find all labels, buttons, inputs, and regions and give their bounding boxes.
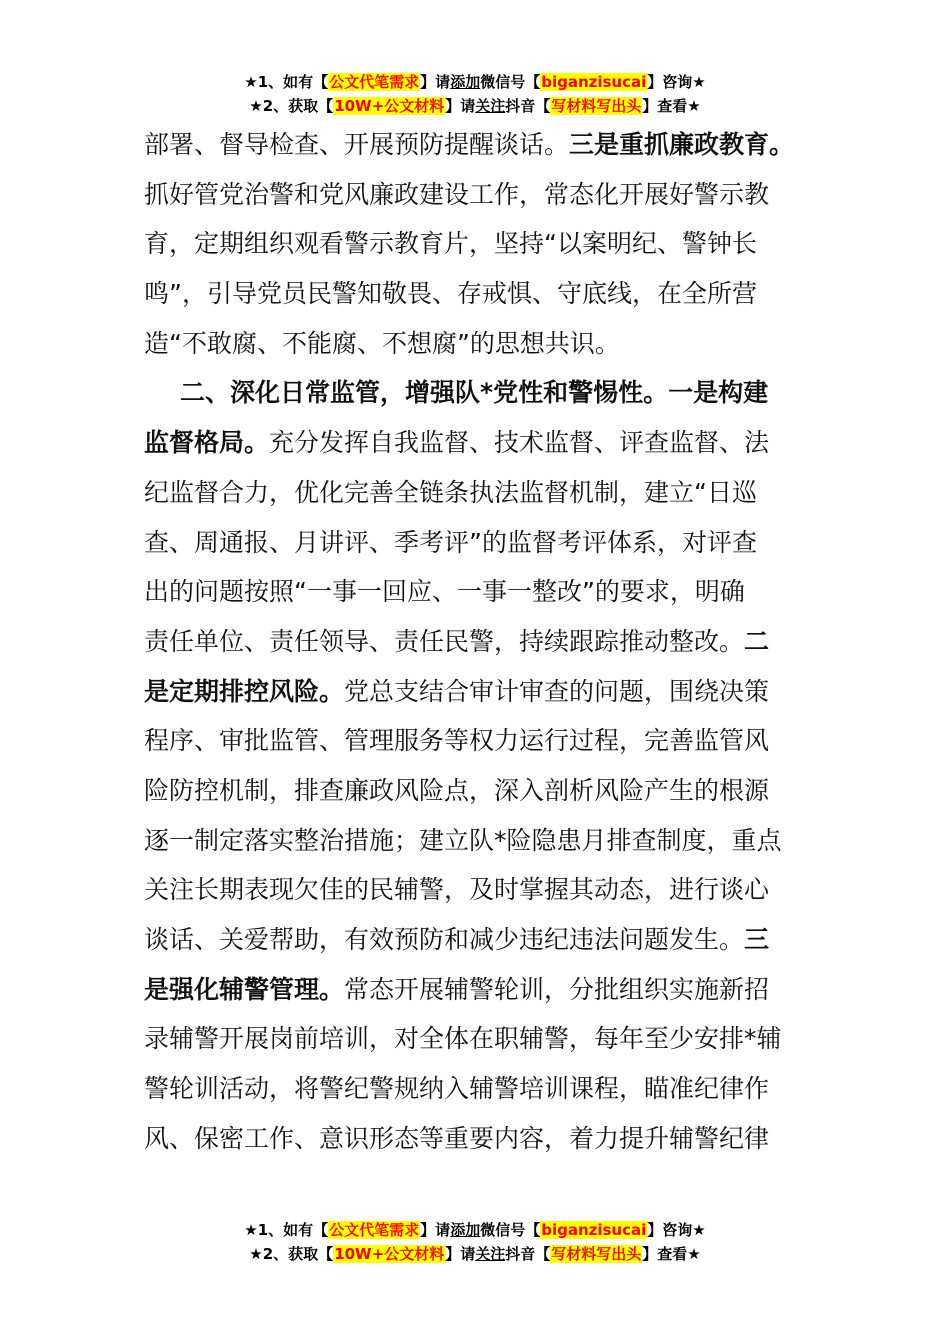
text-line: 鸣”，引导党员民警知敬畏、存戒惧、守底线，在全所营 (144, 279, 757, 309)
banner-line-2: ★2、获取【10W+公文材料】请关注抖音【写材料写出头】查看★ (249, 1245, 701, 1263)
section-heading: 二、深化日常监管，增强队*党性和警惕性。一是构建 (180, 378, 769, 408)
underlined-text: 关注 (475, 97, 506, 115)
banner-line-2: ★2、获取【10W+公文材料】请关注抖音【写材料写出头】查看★ (249, 97, 701, 115)
text-line: 责任单位、责任领导、责任民警，持续跟踪推动整改。二 (144, 626, 770, 656)
text-line: 谈话、关爱帮助，有效预防和减少违纪违法问题发生。三 (144, 925, 770, 954)
highlight-text: 10W+公文材料 (334, 1245, 445, 1263)
wechat-id: biganzisucai (541, 1221, 647, 1239)
bold-heading: 是强化辅警管理。 (144, 974, 345, 1004)
highlight-text: 公文代笔需求 (329, 73, 420, 91)
text-line: 逐一制定落实整治措施；建立队*险隐患月排查制度，重点 (144, 825, 782, 855)
bold-heading: 是定期排控风险。 (144, 676, 345, 706)
text-line: 程序、审批监管、管理服务等权力运行过程，完善监管风 (144, 726, 770, 756)
footer-banner (0, 1218, 950, 1266)
underlined-text: 添加 (450, 1221, 481, 1239)
wechat-id: biganzisucai (541, 73, 647, 91)
bold-heading: 二 (744, 626, 770, 656)
text-line: 查、周通报、月讲评、季考评”的监督考评体系，对评查 (144, 527, 757, 557)
text-line: 造“不敢腐、不能腐、不想腐”的思想共识。 (144, 328, 620, 358)
highlight-text: 10W+公文材料 (334, 97, 445, 115)
bold-heading: 三 (744, 925, 770, 954)
bold-heading: 三是重抓廉政教育。 (569, 130, 795, 159)
text-line: 出的问题按照“一事一回应、一事一整改”的要求，明确 (144, 577, 745, 607)
text-line: 抓好管党治警和党风廉政建设工作，常态化开展好警示教 (144, 179, 770, 209)
underlined-text: 关注 (475, 1245, 506, 1263)
text-line: 监督格局。充分发挥自我监督、技术监督、评查监督、法 (144, 428, 770, 458)
underlined-text: 添加 (450, 73, 481, 91)
text-line: 警轮训活动，将警纪警规纳入辅警培训课程，瞄准纪律作 (144, 1074, 770, 1104)
douyin-account: 写材料写出头 (551, 1245, 642, 1263)
text-line: 是定期排控风险。党总支结合审计审查的问题，围绕决策 (144, 676, 770, 706)
text-line: 录辅警开展岗前培训，对全体在职辅警，每年至少安排*辅 (144, 1024, 782, 1054)
banner-line-1: ★1、如有【公文代笔需求】请添加微信号【biganzisucai】咨询★ (244, 1221, 706, 1239)
text-line: 关注长期表现欠佳的民辅警，及时掌握其动态，进行谈心 (144, 875, 770, 905)
text-line: 部署、督导检查、开展预防提醒谈话。三是重抓廉政教育。 (144, 130, 795, 159)
text-line: 风、保密工作、意识形态等重要内容，着力提升辅警纪律 (144, 1123, 770, 1153)
highlight-text: 公文代笔需求 (329, 1221, 420, 1239)
header-banner (0, 70, 950, 118)
douyin-account: 写材料写出头 (551, 97, 642, 115)
text-line: 是强化辅警管理。常态开展辅警轮训，分批组织实施新招 (144, 974, 770, 1004)
document-body (144, 120, 810, 1163)
bold-heading: 监督格局。 (144, 428, 270, 458)
text-line: 纪监督合力，优化完善全链条执法监督机制，建立“日巡 (144, 477, 757, 507)
banner-line-1: ★1、如有【公文代笔需求】请添加微信号【biganzisucai】咨询★ (244, 73, 706, 91)
text-line: 险防控机制，排查廉政风险点，深入剖析风险产生的根源 (144, 775, 770, 805)
text-line: 育，定期组织观看警示教育片，坚持“以案明纪、警钟长 (144, 229, 757, 259)
